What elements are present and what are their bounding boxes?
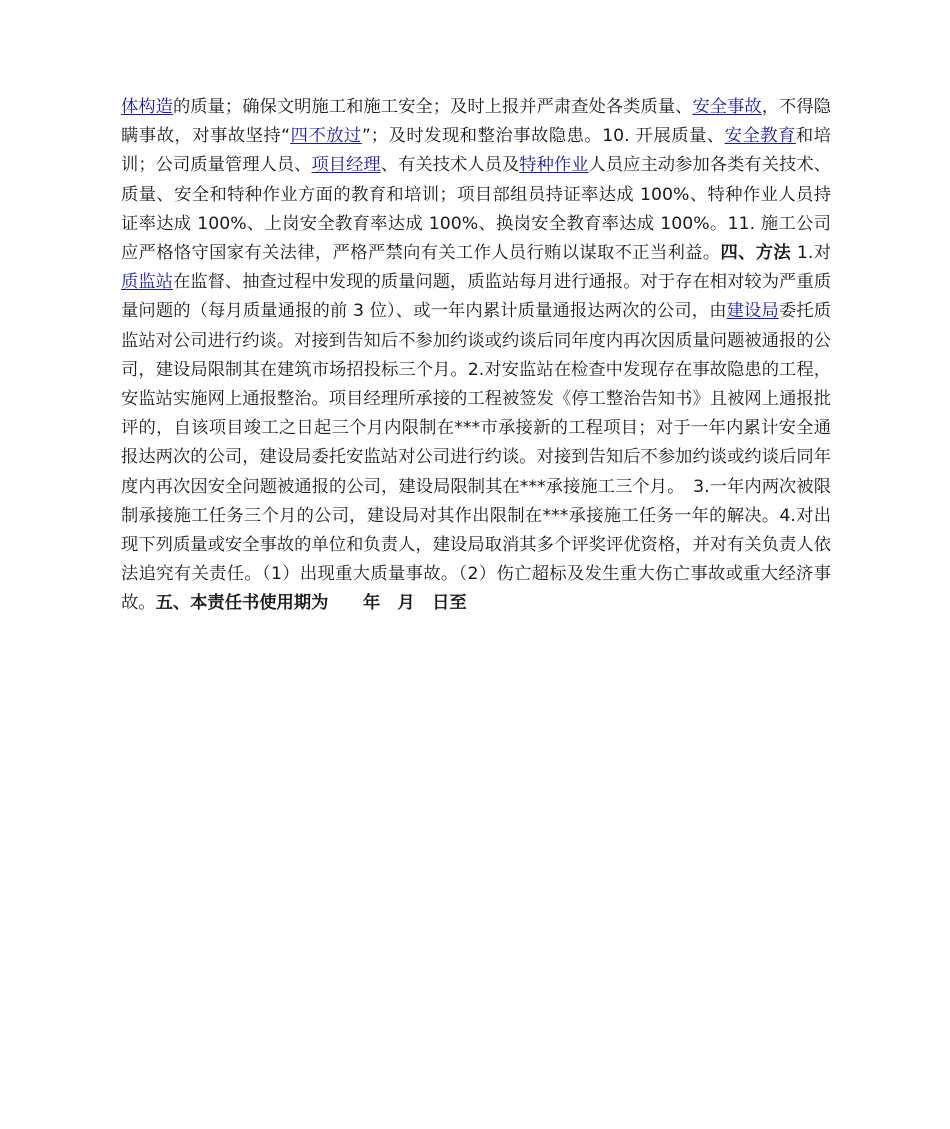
section-heading-validity: 五、本责任书使用期为 年 月 日至 bbox=[155, 593, 467, 614]
text-span: 和培训；公司质量管理人员、 bbox=[121, 126, 831, 176]
link-safety-accident[interactable]: 安全事故 bbox=[692, 97, 762, 117]
link-special-operation[interactable]: 特种作业 bbox=[519, 155, 589, 176]
text-span: 在监督、抽查过程中发现的质量问题，质监站每月进行通报。对于存在相对较为严重质量问题的（每月质量通报的前 3 位）、或一年内累计质量通报达两次的公司，由 bbox=[121, 272, 831, 322]
text-span: 、有关技术人员及 bbox=[380, 155, 520, 176]
text-span: ，不得隐瞒事故，对事故坚持“ bbox=[121, 97, 831, 147]
text-span: 1.对 bbox=[791, 243, 831, 264]
link-construction-bureau[interactable]: 建设局 bbox=[726, 301, 779, 322]
text-span: 委托质监站对公司进行约谈。对接到告知后不参加约谈或约谈后同年度内再次因质量问题被通报的公司，建设局限制其在建筑市场招投标三个月。2.对安监站在检查中发现存在事故隐患的工程，安监站实施网上通报整治。项目经理所承接的工程被签发《停工整治告知书》且被网上通报批评的，自该项目竣工之日起三个月内限制在***市承接新的工程项目；对于一年内累计安全通报达两次的公司，建设局委托安监站对公司进行约谈。对接到告知后不参加约谈或约谈后同年度内再次因安全问题被通报的公司，建设局限制其在***承接施工三个月。 3.一年内两次被限制承接施工任务三个月的公司，建设局对其作出限制在***承接施工任务一年的解决。4.对出现下列质量或安全事故的单位和负责人，建设局取消其多个评奖评优资格，并对有关负责人依法追究有关责任。（1）出现重大质量事故。（2）伤亡超标及发生重大伤亡事故或重大经济事故。 bbox=[121, 301, 831, 614]
section-heading-methods: 四、方法 bbox=[720, 243, 792, 264]
link-structure[interactable]: 体构造 bbox=[121, 97, 173, 117]
link-safety-education[interactable]: 安全教育 bbox=[724, 126, 796, 147]
document-page bbox=[121, 93, 831, 619]
body-paragraph bbox=[121, 93, 831, 619]
link-project-manager[interactable]: 项目经理 bbox=[311, 155, 381, 176]
text-span: 的质量；确保文明施工和施工安全；及时上报并严肃查处各类质量、 bbox=[172, 97, 693, 117]
text-span: 人员应主动参加各类有关技术、质量、安全和特种作业方面的教育和培训；项目部组员持证率达成 100%、特种作业人员持证率达成 100%、上岗安全教育率达成 100%、换岗安全教育率达成 100%。11. 施工公司应严格恪守国家有关法律，严格严禁向有关工作人员行贿以谋取不正当利益。 bbox=[121, 155, 831, 264]
link-quality-station[interactable]: 质监站 bbox=[121, 272, 173, 293]
text-span: ”；及时发现和整治事故隐患。10. 开展质量、 bbox=[361, 126, 725, 147]
link-four-no-pass[interactable]: 四不放过 bbox=[290, 126, 362, 147]
